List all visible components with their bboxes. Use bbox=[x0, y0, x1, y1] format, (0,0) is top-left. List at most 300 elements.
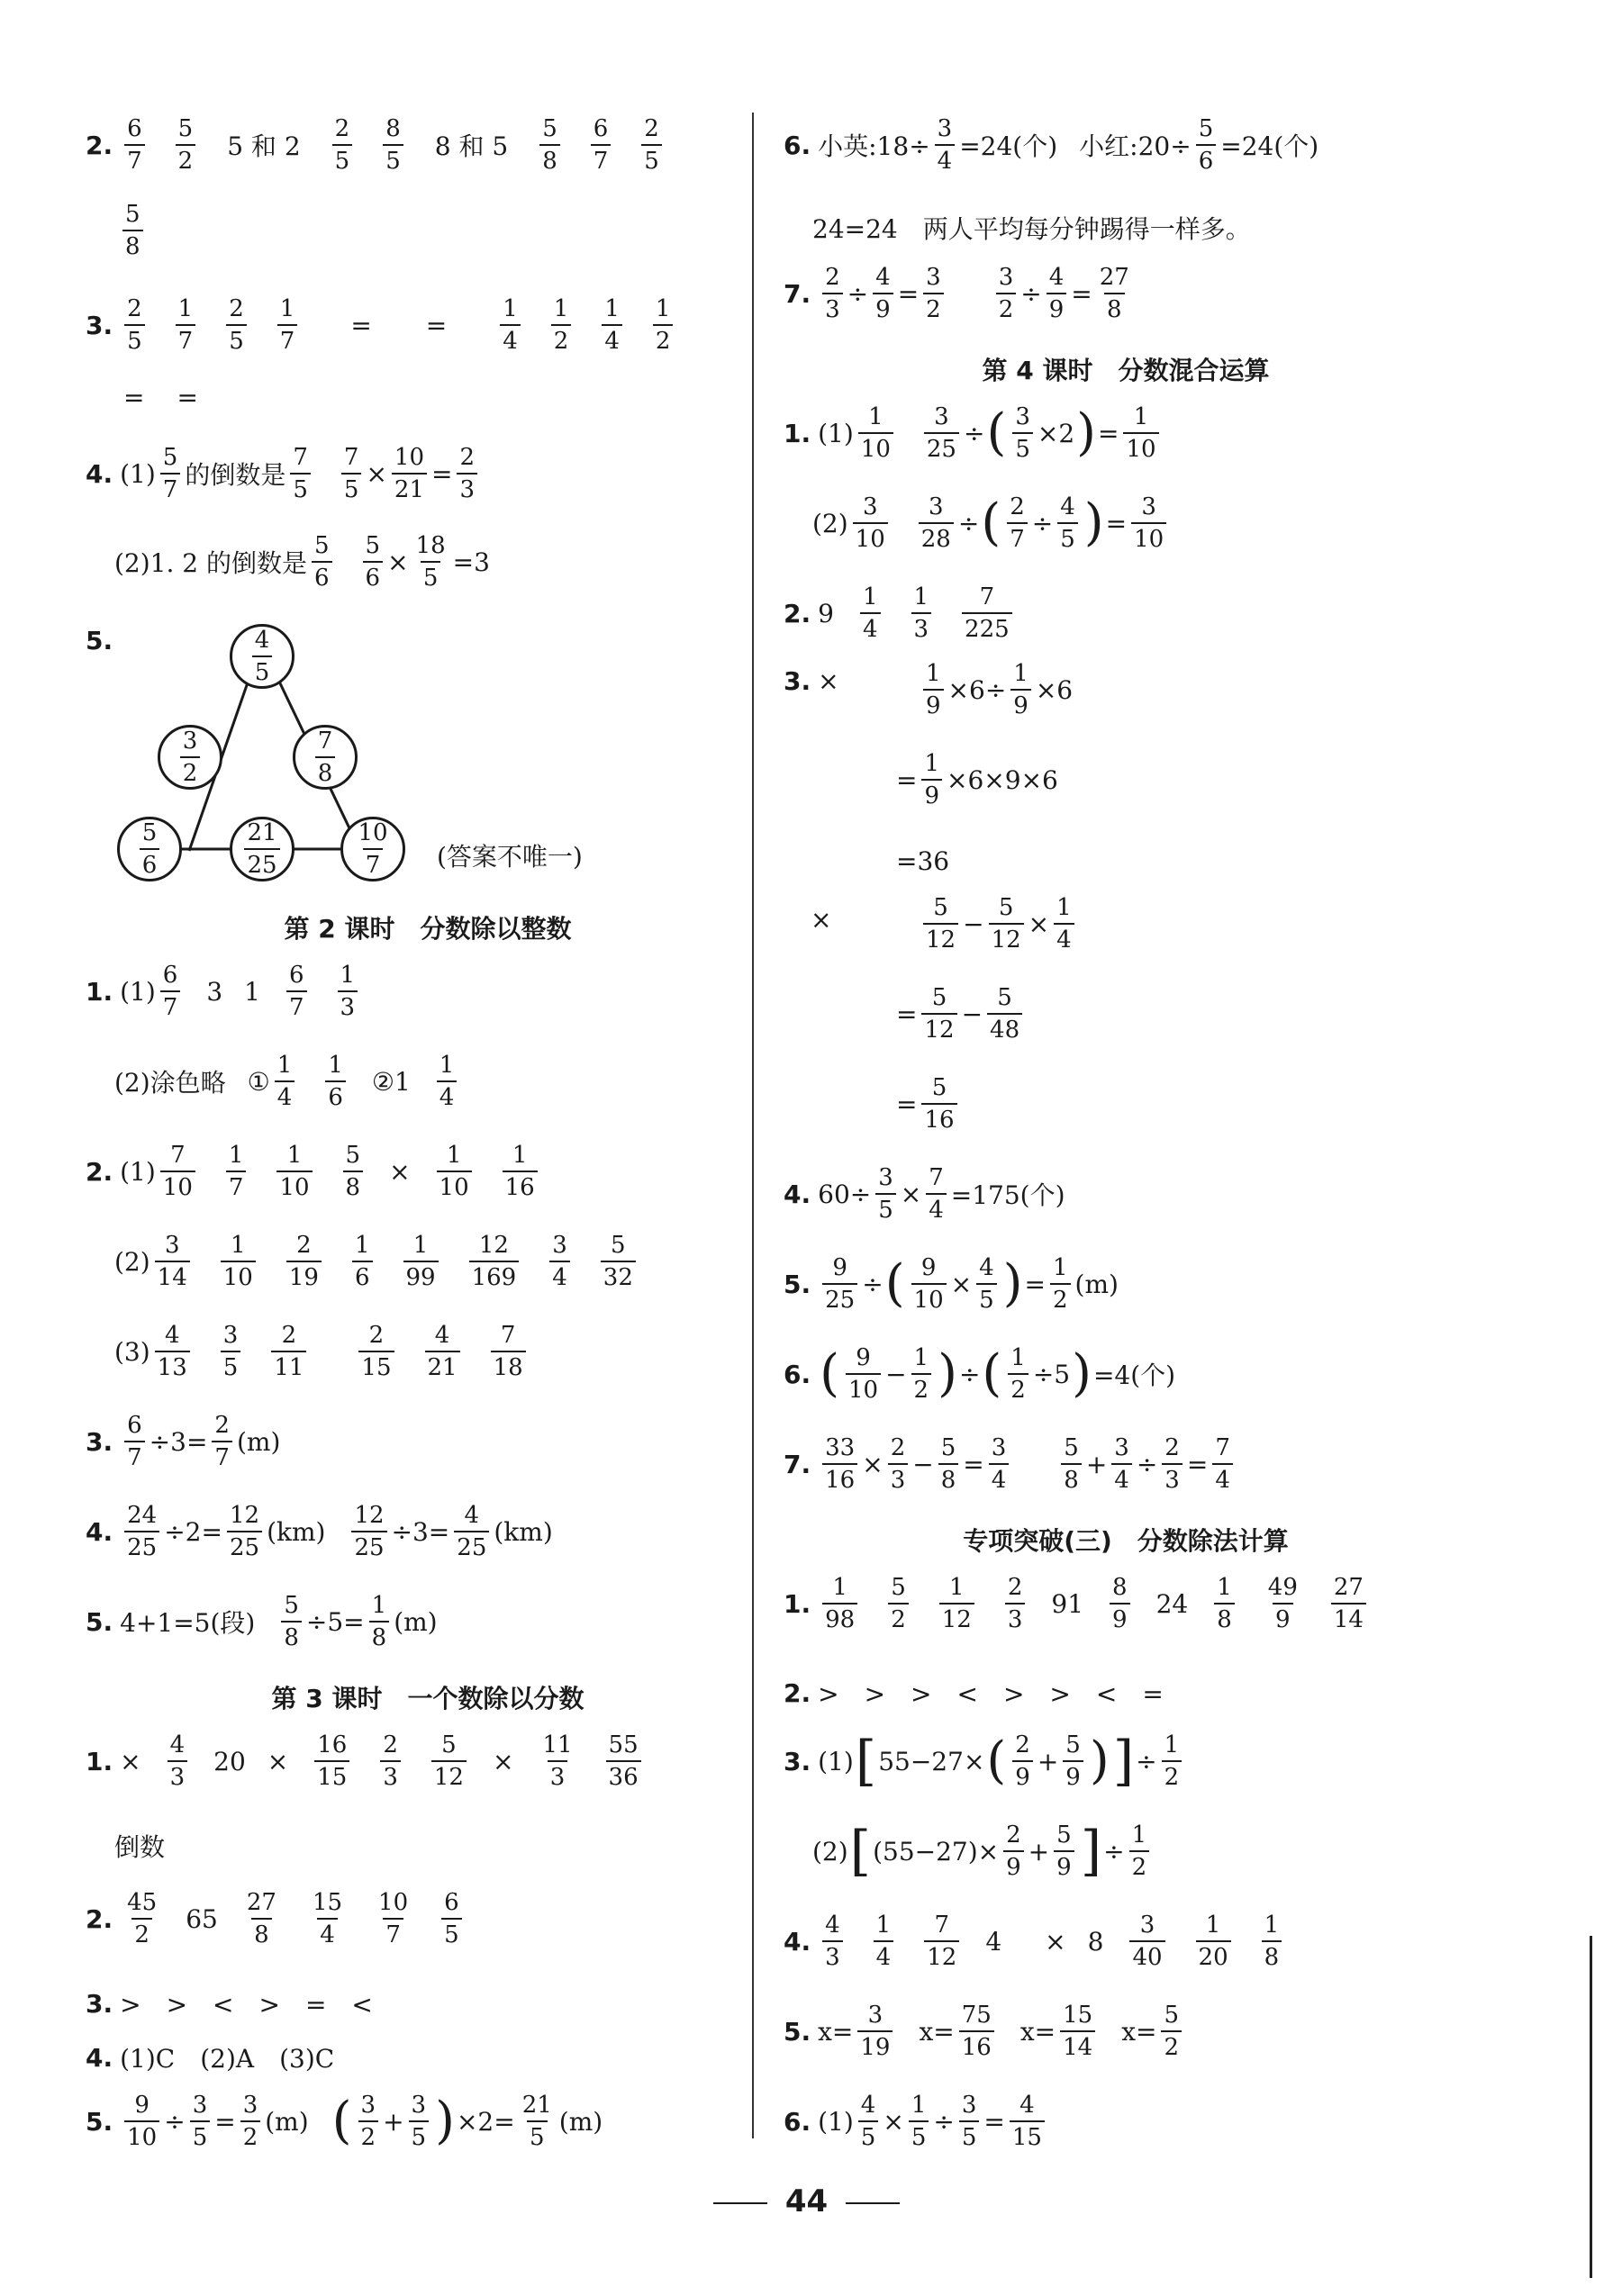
denominator: 6 bbox=[312, 561, 332, 590]
fraction bbox=[921, 986, 956, 1042]
denominator: 10 bbox=[221, 1261, 256, 1289]
fraction bbox=[822, 1576, 857, 1632]
answer-value: 4 bbox=[985, 1926, 1002, 1957]
denominator: 8 bbox=[122, 230, 143, 258]
fraction bbox=[437, 1053, 458, 1109]
answer-row bbox=[919, 662, 1073, 718]
fraction bbox=[938, 1436, 959, 1492]
answer-row bbox=[86, 963, 362, 1019]
denominator: 5 bbox=[1057, 522, 1078, 551]
answer-text: 小英:18÷ bbox=[818, 131, 930, 161]
fraction bbox=[873, 266, 893, 321]
question-number: 5. bbox=[86, 1606, 113, 1637]
fraction bbox=[1061, 1436, 1082, 1492]
equals-sign: = bbox=[1105, 508, 1128, 538]
fraction bbox=[987, 986, 1022, 1042]
wrong-mark: × bbox=[389, 1156, 411, 1187]
fraction bbox=[1012, 405, 1033, 461]
denominator: 32 bbox=[601, 1261, 636, 1289]
denominator: 3 bbox=[457, 473, 477, 502]
fraction bbox=[919, 495, 954, 551]
answer-row bbox=[812, 210, 1251, 246]
denominator: 2 bbox=[358, 2120, 379, 2149]
numerator: 1 bbox=[177, 295, 194, 322]
paren: ( bbox=[820, 1344, 839, 1403]
numerator: 1 bbox=[276, 1052, 293, 1079]
question-number: 1. bbox=[784, 418, 811, 448]
numerator: 1 bbox=[439, 1052, 455, 1079]
numerator: 6 bbox=[593, 115, 609, 142]
numerator: 15 bbox=[312, 1889, 343, 1916]
fraction bbox=[520, 2093, 555, 2149]
question-number: 4. bbox=[784, 1179, 811, 1209]
numerator: 5 bbox=[162, 444, 178, 471]
numerator: 3 bbox=[862, 493, 878, 520]
denominator: 8 bbox=[251, 1918, 272, 1947]
operator-text: ÷ bbox=[862, 1269, 884, 1299]
numerator: 6 bbox=[127, 1412, 142, 1439]
denominator: 10 bbox=[160, 1171, 195, 1199]
numerator: 1 bbox=[412, 1232, 429, 1259]
denominator: 5 bbox=[383, 144, 403, 173]
denominator: 4 bbox=[1111, 1463, 1132, 1492]
numerator: 4 bbox=[434, 1322, 450, 1349]
denominator: 13 bbox=[155, 1351, 190, 1379]
numerator: 2 bbox=[644, 115, 659, 142]
numerator: 1 bbox=[832, 1574, 847, 1601]
fraction bbox=[271, 1324, 306, 1379]
denominator: 10 bbox=[437, 1171, 472, 1199]
fraction bbox=[227, 1504, 262, 1559]
numerator: 9 bbox=[134, 2092, 150, 2119]
fraction bbox=[939, 1576, 974, 1632]
operator-text: × bbox=[950, 1269, 973, 1299]
answer-row bbox=[86, 1504, 553, 1559]
fraction bbox=[180, 729, 201, 785]
circle-node bbox=[117, 817, 182, 881]
answer-row bbox=[784, 1436, 1237, 1492]
answer-text: (2)涂色略 bbox=[114, 1068, 226, 1098]
denominator: 10 bbox=[1131, 522, 1166, 551]
fraction bbox=[1123, 405, 1158, 461]
fraction bbox=[352, 1234, 373, 1289]
fraction bbox=[606, 1733, 641, 1789]
answer-text: =24(个) bbox=[959, 131, 1058, 161]
denominator: 5 bbox=[976, 1283, 997, 1312]
numerator: 10 bbox=[378, 1889, 409, 1916]
denominator: 2 bbox=[923, 293, 944, 321]
numerator: 1 bbox=[1205, 1912, 1221, 1939]
fraction bbox=[1012, 1733, 1033, 1789]
answer-value: 1 bbox=[244, 976, 260, 1007]
answer-text: =36 bbox=[896, 846, 950, 876]
denominator: 2 bbox=[1050, 1283, 1071, 1312]
fraction bbox=[221, 1324, 241, 1379]
question-number: 2. bbox=[784, 1677, 811, 1708]
numerator: 16 bbox=[317, 1731, 348, 1758]
note-text: (答案不唯一) bbox=[437, 842, 583, 872]
unit-text: (m) bbox=[236, 1426, 281, 1457]
answer-value: 8 bbox=[1087, 1926, 1104, 1957]
fraction bbox=[822, 266, 843, 321]
denominator: 25 bbox=[351, 1531, 386, 1559]
answer-text: x= bbox=[919, 2016, 955, 2047]
denominator: 9 bbox=[1273, 1603, 1293, 1632]
equals-sign: = bbox=[896, 764, 918, 795]
numerator: 12 bbox=[354, 1502, 385, 1529]
question-number: 1. bbox=[86, 976, 113, 1007]
numerator: 1 bbox=[231, 1232, 246, 1259]
numerator: 4 bbox=[860, 2092, 876, 2119]
denominator: 25 bbox=[124, 1531, 159, 1559]
fraction bbox=[275, 1053, 295, 1109]
fraction bbox=[286, 963, 307, 1019]
numerator: 3 bbox=[991, 1434, 1007, 1461]
numerator: 4 bbox=[164, 1322, 180, 1349]
denominator: 3 bbox=[548, 1760, 568, 1789]
equals-sign: = bbox=[896, 1089, 918, 1119]
numerator: 5 bbox=[284, 1592, 299, 1619]
fraction bbox=[315, 729, 336, 785]
numerator: 3 bbox=[878, 1164, 893, 1191]
operator-text: ÷5= bbox=[305, 1606, 365, 1637]
numerator: 9 bbox=[856, 1344, 871, 1371]
fraction bbox=[244, 1891, 279, 1947]
denominator: 14 bbox=[1331, 1603, 1366, 1632]
answer-row bbox=[114, 1053, 461, 1109]
numerator: 6 bbox=[289, 962, 304, 989]
answer-value: 24 bbox=[1155, 1588, 1189, 1619]
equals-sign: = bbox=[431, 458, 453, 489]
denominator: 15 bbox=[1010, 2120, 1045, 2149]
answer-row bbox=[86, 1733, 646, 1789]
answer-row bbox=[784, 1675, 1164, 1711]
denominator: 5 bbox=[441, 1918, 462, 1947]
numerator: 6 bbox=[444, 1889, 459, 1916]
fraction bbox=[403, 1234, 439, 1289]
answer-value: 3 bbox=[474, 547, 490, 577]
denominator: 3 bbox=[1162, 1463, 1183, 1492]
fraction bbox=[160, 1143, 195, 1199]
denominator: 19 bbox=[857, 2030, 893, 2059]
numerator: 1 bbox=[340, 962, 356, 989]
operator-text: 60÷ bbox=[818, 1179, 872, 1209]
fraction bbox=[996, 266, 1017, 321]
numerator: 3 bbox=[164, 1232, 180, 1259]
sub-label: (2) bbox=[114, 1246, 150, 1277]
fraction bbox=[286, 1234, 322, 1289]
denominator: 28 bbox=[919, 522, 954, 551]
denominator: 8 bbox=[1214, 1603, 1235, 1632]
question-number: 4. bbox=[86, 1516, 113, 1547]
denominator: 7 bbox=[363, 848, 384, 877]
question-number: 5. bbox=[784, 1269, 811, 1299]
fraction bbox=[909, 2093, 929, 2149]
fraction bbox=[314, 1733, 349, 1789]
denominator: 15 bbox=[314, 1760, 349, 1789]
equals-sign: = bbox=[214, 2106, 236, 2137]
fraction bbox=[1063, 1733, 1083, 1789]
fraction bbox=[923, 662, 944, 718]
fraction bbox=[935, 117, 956, 173]
answer-text: =4(个) bbox=[1092, 1360, 1176, 1390]
fraction bbox=[1097, 266, 1132, 321]
paren: ) bbox=[1072, 1344, 1092, 1403]
denominator: 9 bbox=[1047, 293, 1067, 321]
question-number: 4. bbox=[86, 2042, 113, 2073]
denominator: 5 bbox=[221, 1351, 241, 1379]
denominator: 12 bbox=[939, 1603, 974, 1632]
denominator: 10 bbox=[846, 1373, 881, 1402]
equals-sign: = bbox=[177, 383, 198, 412]
denominator: 5 bbox=[875, 1193, 896, 1222]
denominator: 8 bbox=[1262, 1940, 1282, 1969]
denominator: 18 bbox=[491, 1351, 526, 1379]
denominator: 4 bbox=[275, 1080, 295, 1109]
numerator: 75 bbox=[961, 2002, 992, 2029]
question-number: 3. bbox=[86, 1988, 113, 2019]
denominator: 5 bbox=[641, 144, 662, 173]
denominator: 25 bbox=[227, 1531, 262, 1559]
numerator: 10 bbox=[394, 444, 425, 471]
denominator: 4 bbox=[1212, 1463, 1233, 1492]
denominator: 11 bbox=[271, 1351, 306, 1379]
numerator: 4 bbox=[464, 1502, 480, 1529]
paren: ( bbox=[986, 403, 1007, 462]
numerator: 6 bbox=[162, 962, 178, 989]
fraction bbox=[959, 2003, 994, 2059]
question-number: 5. bbox=[784, 2016, 811, 2047]
numerator: 1 bbox=[1056, 894, 1072, 921]
numerator: 5 bbox=[125, 201, 140, 228]
answer-row bbox=[811, 905, 831, 935]
paren: ) bbox=[1076, 403, 1096, 462]
answer-row bbox=[86, 1891, 467, 1947]
denominator: 99 bbox=[403, 1261, 439, 1289]
denominator: 2 bbox=[911, 1373, 932, 1402]
fraction bbox=[1050, 1256, 1071, 1312]
numerator: 2 bbox=[1010, 493, 1025, 520]
question-number: 7. bbox=[784, 278, 811, 309]
denominator: 3 bbox=[380, 1760, 401, 1789]
fraction bbox=[252, 628, 273, 684]
section-heading: 第 2 课时 分数除以整数 bbox=[284, 914, 572, 944]
denominator: 8 bbox=[1061, 1463, 1082, 1492]
answer-row bbox=[784, 1166, 1065, 1222]
paren: ( bbox=[331, 2092, 352, 2150]
operator-text: ÷ bbox=[1136, 1449, 1158, 1479]
circle-node bbox=[293, 725, 358, 790]
fraction bbox=[1331, 1576, 1366, 1632]
sub-label: (1) bbox=[120, 976, 156, 1007]
numerator: 7 bbox=[1215, 1434, 1230, 1461]
denominator: 98 bbox=[822, 1603, 857, 1632]
paren: ( bbox=[982, 1344, 1002, 1403]
unit-text: (m) bbox=[265, 2106, 309, 2137]
fraction bbox=[343, 1143, 364, 1199]
numerator: 1 bbox=[924, 750, 940, 777]
fraction bbox=[1007, 495, 1028, 551]
numerator: 12 bbox=[478, 1232, 509, 1259]
paren: ) bbox=[1083, 493, 1104, 552]
denominator: 4 bbox=[549, 1261, 570, 1289]
operator-text: ×6÷ bbox=[947, 674, 1007, 705]
paren: ) bbox=[435, 2092, 455, 2150]
fraction bbox=[1005, 1576, 1026, 1632]
fraction bbox=[601, 1234, 636, 1289]
fraction bbox=[431, 1733, 467, 1789]
fraction bbox=[911, 1256, 947, 1312]
equals-sign: = bbox=[1024, 1269, 1046, 1299]
fraction bbox=[976, 1256, 997, 1312]
fraction bbox=[921, 752, 942, 808]
wrong-mark: × bbox=[120, 1746, 141, 1776]
numerator: 2 bbox=[334, 115, 350, 142]
fraction bbox=[1111, 1436, 1132, 1492]
denominator: 4 bbox=[874, 1940, 894, 1969]
fraction bbox=[124, 1414, 145, 1469]
question-number: 3. bbox=[784, 1746, 811, 1776]
fraction bbox=[989, 1436, 1010, 1492]
numerator: 3 bbox=[929, 493, 944, 520]
answer-row bbox=[86, 1143, 542, 1199]
operator-text: ÷ bbox=[1020, 278, 1042, 309]
denominator: 4 bbox=[989, 1463, 1010, 1492]
fraction bbox=[1162, 1436, 1183, 1492]
denominator: 8 bbox=[343, 1171, 364, 1199]
numerator: 5 bbox=[940, 1434, 956, 1461]
denominator: 9 bbox=[921, 779, 942, 808]
sub-label: (3) bbox=[114, 1336, 150, 1367]
fraction bbox=[425, 1324, 460, 1379]
circle-node bbox=[340, 817, 405, 881]
fraction bbox=[1060, 2003, 1095, 2059]
denominator: 5 bbox=[290, 473, 311, 502]
operator-text: − bbox=[963, 908, 984, 939]
denominator: 5 bbox=[909, 2120, 929, 2149]
fraction bbox=[858, 2093, 879, 2149]
fraction bbox=[124, 1504, 159, 1559]
fraction bbox=[822, 1436, 857, 1492]
numerator: 5 bbox=[611, 1232, 626, 1259]
numerator: 1 bbox=[875, 1912, 892, 1939]
question-number: 5. bbox=[86, 626, 113, 655]
numerator: 4 bbox=[1019, 2092, 1035, 2119]
denominator: 225 bbox=[962, 612, 1012, 641]
denominator: 7 bbox=[277, 324, 298, 353]
numerator: 2 bbox=[1015, 1731, 1030, 1758]
numerator: 7 bbox=[929, 1164, 944, 1191]
equals-sign: = bbox=[425, 310, 448, 340]
numerator: 21 bbox=[521, 2092, 552, 2119]
operator-text: ÷ bbox=[958, 1359, 981, 1389]
numerator: 5 bbox=[1198, 115, 1214, 142]
fraction bbox=[310, 1891, 345, 1947]
fraction bbox=[168, 1733, 188, 1789]
denominator: 2 bbox=[1008, 1373, 1029, 1402]
numerator: 12 bbox=[229, 1502, 260, 1529]
paren: ) bbox=[938, 1344, 957, 1403]
paren: ) bbox=[1002, 1254, 1023, 1313]
numerator: 3 bbox=[1015, 403, 1030, 430]
denominator: 16 bbox=[959, 2030, 994, 2059]
operator-text: (55−27)× bbox=[873, 1836, 1000, 1867]
denominator: 5 bbox=[332, 144, 353, 173]
numerator: 5 bbox=[345, 1142, 361, 1169]
denominator: 169 bbox=[469, 1261, 520, 1289]
section-heading: 第 3 课时 一个数除以分数 bbox=[271, 1684, 584, 1713]
paren: ( bbox=[986, 1731, 1007, 1790]
denominator: 5 bbox=[858, 2120, 879, 2149]
numerator: 2 bbox=[296, 1232, 312, 1259]
answer-row bbox=[784, 117, 1318, 173]
denominator: 16 bbox=[921, 1103, 956, 1132]
denominator: 10 bbox=[1123, 432, 1158, 461]
answer-text: 5 和 2 bbox=[227, 131, 301, 161]
fraction bbox=[358, 1324, 394, 1379]
denominator: 9 bbox=[1012, 1760, 1033, 1789]
denominator: 14 bbox=[1060, 2030, 1095, 2059]
numerator: 10 bbox=[358, 819, 388, 846]
numerator: 49 bbox=[1267, 1574, 1298, 1601]
denominator: 2 bbox=[653, 324, 674, 353]
denominator: 12 bbox=[989, 923, 1024, 952]
sub-label: (1) bbox=[818, 1746, 854, 1776]
numerator: 1 bbox=[868, 403, 884, 430]
denominator: 8 bbox=[1104, 293, 1125, 321]
operator-text: ÷ bbox=[847, 278, 869, 309]
answer-text: x= bbox=[818, 2016, 854, 2047]
numerator: 5 bbox=[542, 115, 557, 142]
operator-text: ÷2= bbox=[164, 1516, 222, 1547]
answer-value: 20 bbox=[213, 1746, 246, 1776]
numerator: 3 bbox=[1114, 1434, 1129, 1461]
answer-value: 91 bbox=[1051, 1588, 1084, 1619]
denominator: 8 bbox=[539, 144, 560, 173]
denominator: 10 bbox=[276, 1171, 312, 1199]
sub-label: ②1 bbox=[371, 1066, 411, 1097]
fraction bbox=[1214, 1576, 1235, 1632]
answer-row bbox=[896, 986, 1027, 1042]
fraction bbox=[858, 405, 893, 461]
sub-label: (1) bbox=[818, 2106, 854, 2137]
numerator: 5 bbox=[998, 894, 1014, 921]
numerator: 1 bbox=[553, 295, 569, 322]
numerator: 11 bbox=[542, 1731, 573, 1758]
numerator: 1 bbox=[286, 1142, 303, 1169]
answer-row bbox=[896, 846, 949, 876]
answer-text: 的倒数是 bbox=[185, 460, 286, 490]
denominator: 2 bbox=[996, 293, 1017, 321]
fraction bbox=[226, 1143, 247, 1199]
numerator: 33 bbox=[825, 1434, 856, 1461]
fraction bbox=[888, 1576, 909, 1632]
denominator: 6 bbox=[140, 848, 160, 877]
numerator: 5 bbox=[931, 1074, 947, 1101]
fraction bbox=[1054, 1823, 1074, 1879]
denominator: 7 bbox=[591, 144, 612, 173]
answer-text: 24=24 两人平均每分钟踢得一样多。 bbox=[812, 214, 1251, 244]
denominator: 5 bbox=[341, 473, 362, 502]
wrong-mark: × bbox=[811, 905, 832, 935]
equals-sign: = bbox=[350, 310, 372, 340]
fraction bbox=[926, 1166, 947, 1222]
denominator: 2 bbox=[240, 2120, 261, 2149]
page-number-dash bbox=[846, 2202, 900, 2204]
answer-row bbox=[812, 495, 1171, 551]
answer-text: 8 和 5 bbox=[434, 131, 509, 161]
fraction bbox=[1129, 1823, 1150, 1879]
